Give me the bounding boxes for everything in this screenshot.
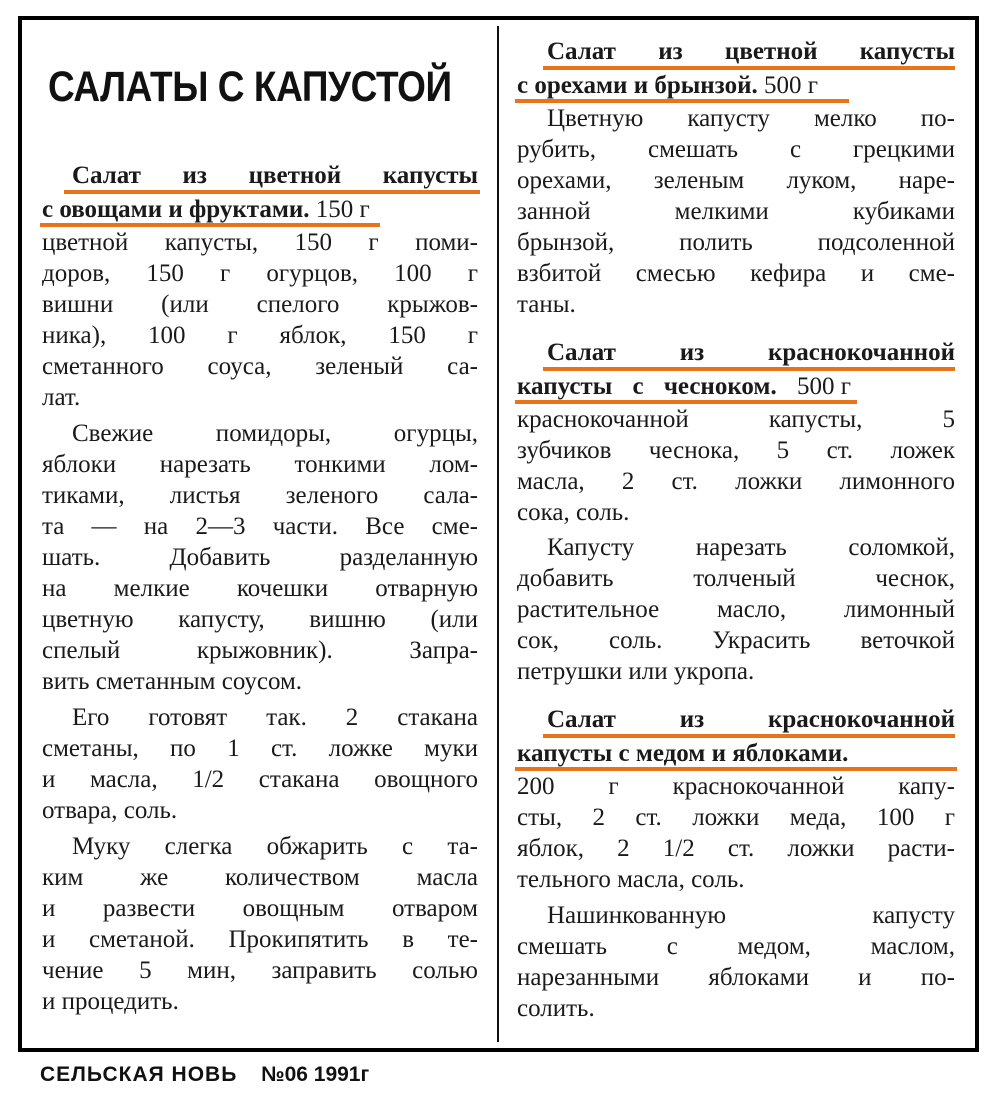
recipe4-ingredients-line: яблок, 2 1/2 ст. ложки расти- [517,835,955,862]
recipe1-sauce-method-line: и развести овощным отваром [42,895,478,922]
recipe2-method-line: взбитой смесью кефира и сме- [517,260,955,287]
recipe1-title-line1: Салат из цветной капусты [72,162,478,189]
recipe1-method-line: спелый крыжовник). Запра- [42,637,478,664]
recipe3-ingredients-start: 500 г [796,373,851,400]
recipe3-title-line2: капусты с чесноком. [517,373,777,400]
recipe4-method-line: Нашинкованную капусту [547,902,955,929]
recipe3-ingredients-line: сока, соль. [517,499,630,526]
recipe2-method-line: занной мелкими кубиками [517,198,955,225]
recipe1-ingredients-line: лат. [42,384,81,411]
recipe1-method-line: на мелкие кочешки отварную [42,575,478,602]
recipe1-method-line: цветную капусту, вишню (или [42,606,478,633]
recipe1-method-line: шать. Добавить разделанную [42,544,478,571]
recipe1-ingredients-line: вишни (или спелого крыжов- [42,291,478,318]
recipe3-title-line2-row [517,371,955,402]
recipe2-title-line1: Салат из цветной капусты [547,38,955,65]
recipe2-method-line: орехами, зеленым луком, наре- [517,167,955,194]
recipe1-method-line: Свежие помидоры, огурцы, [72,420,478,447]
recipe4-method-line: смешать с медом, маслом, [517,933,955,960]
recipe1-title-line2-row [42,194,478,225]
issue-number: №06 1991г [261,1063,370,1086]
recipe1-sauce-line: Его готовят так. 2 стакана [72,704,478,731]
recipe1-ingredients-line: цветной капусты, 150 г поми- [42,229,478,256]
recipe4-ingredients-line: тельного масла, соль. [517,866,745,893]
recipe1-ingredients-line: ника), 100 г яблок, 150 г [42,322,478,349]
recipe3-method-line: добавить толченый чеснок, [517,565,955,592]
recipe1-sauce-line: отвара, соль. [42,797,178,824]
recipe1-ingredients-line: доров, 150 г огурцов, 100 г [42,260,478,287]
recipe2-method-line: брынзой, полить подсоленной [517,229,955,256]
recipe2-title-line2: с орехами и брынзой. [517,72,758,99]
recipe3-method-line: петрушки или укропа. [517,658,755,685]
recipe1-sauce-method-line: Муку слегка обжарить с та- [72,833,478,860]
recipe1-method-line: та — на 2—3 части. Все сме- [42,513,478,540]
recipe1-sauce-line: и масла, 1/2 стакана овощного [42,766,478,793]
recipe4-method-line: солить. [517,995,595,1022]
recipe2-title-line2-row [517,70,955,101]
recipe3-method-line: растительное масло, лимонный [517,596,955,623]
recipe1-title-line2: с овощами и фруктами. [42,196,310,223]
recipe3-ingredients-line: зубчиков чеснока, 5 ст. ложек [517,437,955,464]
recipe4-title-line2: капусты с медом и яблоками. [517,740,849,767]
recipe3-title-line1: Салат из краснокочанной [547,339,955,366]
recipe2-method-line: таны. [517,291,576,318]
publication-name: СЕЛЬСКАЯ НОВЬ [40,1063,238,1086]
recipe3-ingredients-line: краснокочанной капусты, 5 [517,406,955,433]
recipe1-ingredients-start: 150 г [315,196,370,223]
recipe1-sauce-method-line: и сметаной. Прокипятить в те- [42,926,478,953]
recipe4-ingredients-line: 200 г краснокочанной капу- [517,773,955,800]
recipe3-method-line: Капусту нарезать соломкой, [547,534,955,561]
recipe2-method-line: Цветную капусту мелко по- [547,105,955,132]
recipe1-sauce-method-line: чение 5 мин, заправить солью [42,957,478,984]
recipe2-ingredients-start: 500 г [764,72,819,99]
recipe1-method-line: яблоки нарезать тонкими лом- [42,451,478,478]
recipe1-method-line: вить сметанным соусом. [42,668,303,695]
recipe1-sauce-method-line: и процедить. [42,988,179,1015]
recipe3-method-line: сок, соль. Украсить веточкой [517,627,955,654]
recipe4-title-line1: Салат из краснокочанной [547,706,955,733]
recipe1-sauce-line: сметаны, по 1 ст. ложке муки [42,735,478,762]
recipe1-sauce-method-line: ким же количеством масла [42,864,478,891]
recipe4-method-line: нарезанными яблоками и по- [517,964,955,991]
recipe4-ingredients-line: сты, 2 ст. ложки меда, 100 г [517,804,955,831]
recipe3-ingredients-line: масла, 2 ст. ложки лимонного [517,468,955,495]
page-title: САЛАТЫ С КАПУСТОЙ [48,63,452,111]
recipe2-method-line: рубить, смешать с грецкими [517,136,955,163]
recipe1-ingredients-line: сметанного соуса, зеленый са- [42,353,478,380]
column-divider [497,26,499,1042]
recipe1-method-line: тиками, листья зеленого сала- [42,482,478,509]
masthead [40,1062,369,1088]
